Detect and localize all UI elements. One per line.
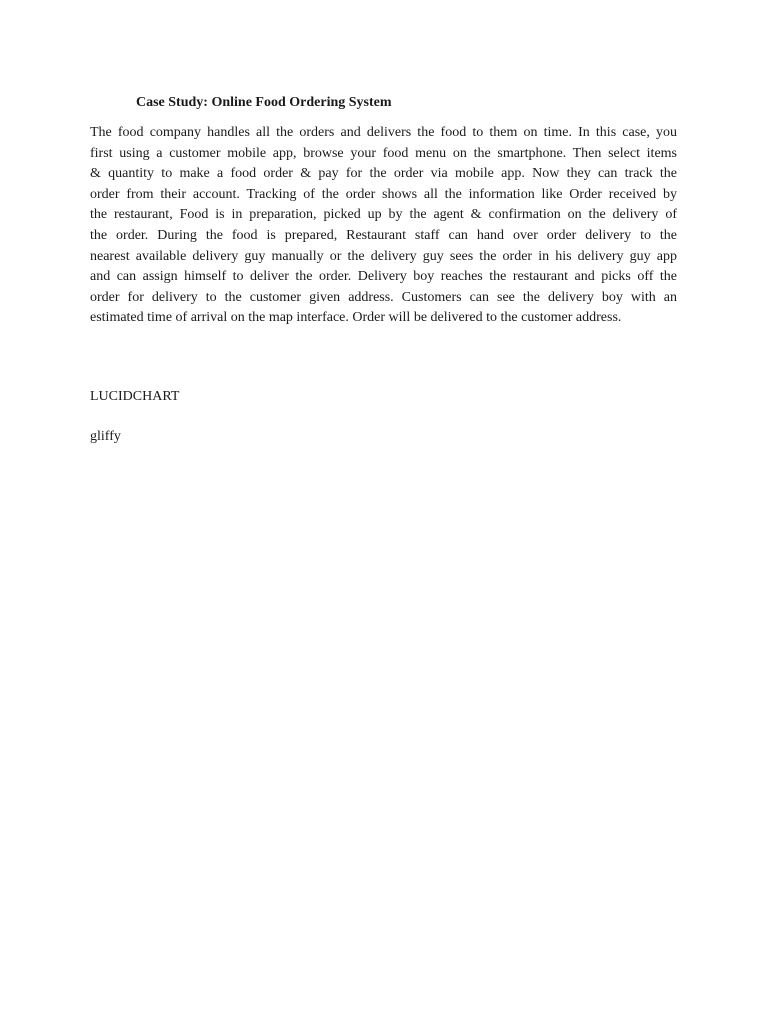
paragraph-line: estimated time of arrival on the map interface. Order will be delivered to the customer address. bbox=[90, 310, 622, 326]
paragraph-line: the restaurant, Food is in preparation, picked up by the agent & confirmation on the delivery of bbox=[90, 207, 677, 223]
case-study-paragraph bbox=[90, 123, 677, 329]
paragraph-line: first using a customer mobile app, browse your food menu on the smartphone. Then select items bbox=[90, 145, 677, 161]
lucidchart-label: LUCIDCHART bbox=[90, 389, 180, 404]
paragraph-line: order from their account. Tracking of the order shows all the information like Order received by bbox=[90, 186, 677, 202]
document-title: Case Study: Online Food Ordering System bbox=[136, 95, 392, 110]
paragraph-line: nearest available delivery guy manually or the delivery guy sees the order in his delivery guy app bbox=[90, 248, 677, 264]
paragraph-line: The food company handles all the orders and delivers the food to them on time. In this case, you bbox=[90, 125, 677, 140]
paragraph-line: order for delivery to the customer given address. Customers can see the delivery boy with an bbox=[90, 289, 677, 305]
paragraph-line: the order. During the food is prepared, Restaurant staff can hand over order delivery to the bbox=[90, 227, 677, 243]
gliffy-label: gliffy bbox=[90, 429, 121, 444]
paragraph-line: and can assign himself to deliver the order. Delivery boy reaches the restaurant and picks off the bbox=[90, 269, 677, 285]
paragraph-line: & quantity to make a food order & pay for the order via mobile app. Now they can track the bbox=[90, 166, 677, 182]
